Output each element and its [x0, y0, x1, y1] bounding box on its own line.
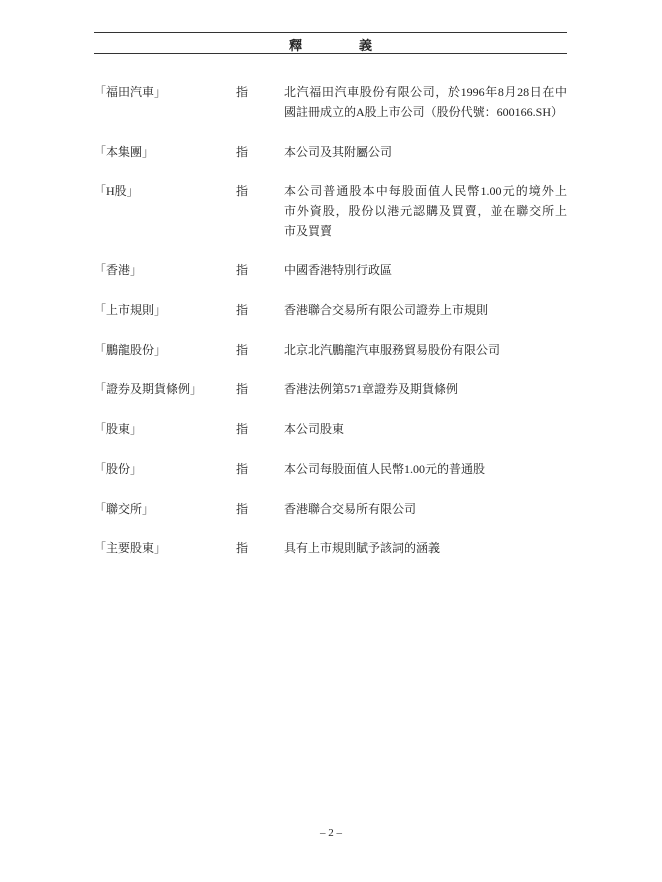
means-label: 指 — [236, 184, 249, 198]
definition-line: 具有上市規則賦予該詞的涵義 — [284, 541, 441, 555]
definition-term: 「主要股東」 — [94, 541, 167, 555]
definition-line: 北京北汽鵬龍汽車服務貿易股份有限公司 — [284, 343, 501, 357]
means-label: 指 — [236, 85, 249, 99]
definition-term: 「本集團」 — [94, 145, 155, 159]
definition-term: 「股東」 — [94, 422, 143, 436]
definition-line: 本公司及其附屬公司 — [284, 145, 393, 159]
title-underline — [94, 53, 567, 54]
definition-text — [284, 181, 567, 241]
definition-text — [284, 379, 567, 399]
definition-line: 市及買賣 — [284, 224, 333, 238]
definition-line: 國註冊成立的A股上市公司（股份代號：600166.SH） — [284, 105, 564, 119]
definition-text — [284, 142, 567, 162]
definition-text — [284, 300, 567, 320]
definition-text — [284, 499, 567, 519]
top-rule — [94, 32, 567, 33]
page-number: – 2 – — [320, 827, 342, 839]
page-title: 釋 義 — [288, 38, 394, 53]
definition-term: 「上市規則」 — [94, 303, 167, 317]
means-label: 指 — [236, 422, 249, 436]
definition-term: 「福田汽車」 — [94, 85, 167, 99]
definition-line: 香港聯合交易所有限公司 — [284, 502, 417, 516]
definition-line: 本公司每股面值人民幣1.00元的普通股 — [284, 462, 486, 476]
definition-text — [284, 459, 567, 479]
definition-term: 「鵬龍股份」 — [94, 343, 167, 357]
definition-text — [284, 260, 567, 280]
definition-line: 中國香港特別行政區 — [284, 263, 393, 277]
means-label: 指 — [236, 541, 249, 555]
means-label: 指 — [236, 303, 249, 317]
means-label: 指 — [236, 343, 249, 357]
means-label: 指 — [236, 462, 249, 476]
means-label: 指 — [236, 502, 249, 516]
definition-text — [284, 538, 567, 558]
definition-term: 「H股」 — [94, 184, 139, 198]
definition-text — [284, 340, 567, 360]
definition-line: 香港法例第571章證券及期貨條例 — [284, 382, 459, 396]
definition-line: 本公司普通股本中每股面值人民幣1.00元的境外上 — [284, 184, 567, 198]
definition-line: 本公司股東 — [284, 422, 345, 436]
means-label: 指 — [236, 263, 249, 277]
definition-line: 北汽福田汽車股份有限公司，於1996年8月28日在中 — [284, 85, 567, 99]
definition-term: 「聯交所」 — [94, 502, 155, 516]
means-label: 指 — [236, 145, 249, 159]
definition-term: 「香港」 — [94, 263, 143, 277]
definition-text — [284, 419, 567, 439]
definition-term: 「證券及期貨條例」 — [94, 382, 203, 396]
means-label: 指 — [236, 382, 249, 396]
definition-line: 市外資股，股份以港元認購及買賣，並在聯交所上 — [284, 204, 567, 218]
definition-text — [284, 82, 567, 122]
definition-term: 「股份」 — [94, 462, 143, 476]
definition-line: 香港聯合交易所有限公司證券上市規則 — [284, 303, 489, 317]
